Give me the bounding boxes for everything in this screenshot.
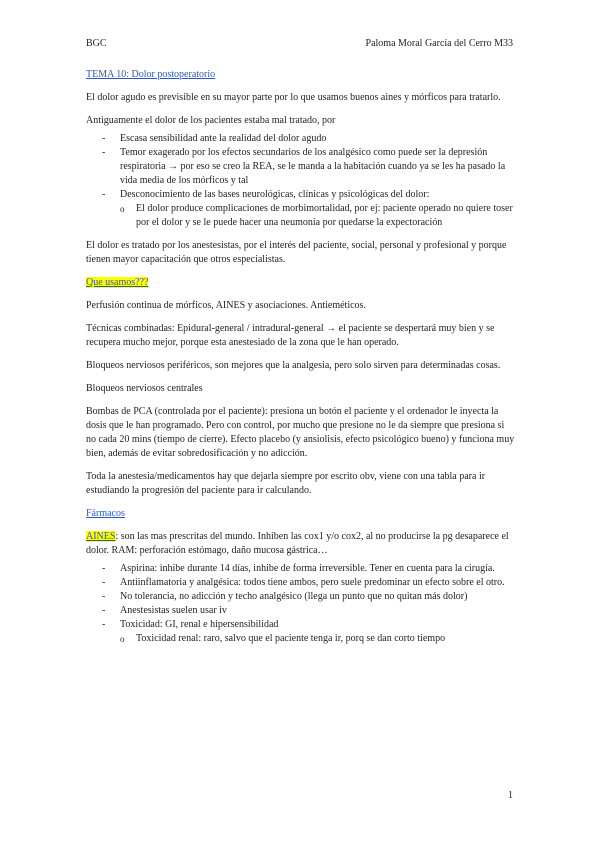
section-heading-farmacos: Fármacos bbox=[86, 508, 125, 519]
header-left: BGC bbox=[86, 38, 107, 49]
list-item: - Antiinflamatoria y analgésica: todos tiene ambos, pero suele predominar un efecto sobre el otro. bbox=[86, 576, 516, 590]
list-item-text: Toxicidad: GI, renal e hipersensibilidad bbox=[120, 619, 279, 630]
paragraph: El dolor es tratado por los anestesistas, por el interés del paciente, social, personal y profesional y porque tienen mayor capacitación que otros especialistas. bbox=[86, 240, 507, 265]
list-item bbox=[86, 618, 516, 646]
page-number: 1 bbox=[508, 790, 513, 801]
list-item: - Escasa sensibilidad ante la realidad del dolor agudo bbox=[86, 132, 516, 146]
aines-text: : son las mas prescritas del mundo. Inhiben las cox1 y/o cox2, al no producirse la pg desaparece el dolor. RAM: perforación estómago, daño mucosa gástrica… bbox=[86, 531, 509, 556]
paragraph: El dolor agudo es previsible en su mayor parte por lo que usamos buenos aines y mórficos para tratarlo. bbox=[86, 92, 501, 103]
list-item bbox=[86, 188, 516, 230]
section-heading-tema10: TEMA 10: Dolor postoperatorio bbox=[86, 69, 216, 80]
paragraph: Antiguamente el dolor de los pacientes estaba mal tratado, por bbox=[86, 115, 336, 126]
section-heading-que-usamos bbox=[86, 276, 516, 290]
header-right: Paloma Moral García del Cerro M33 bbox=[365, 38, 513, 49]
document-body bbox=[86, 68, 516, 655]
paragraph: Bloqueos nerviosos periféricos, son mejores que la analgesia, pero solo sirven para determinadas cosas. bbox=[86, 360, 501, 371]
sub-list-item: o Toxicidad renal: raro, salvo que el paciente tenga ir, porq se dan corto tiempo bbox=[120, 632, 516, 646]
paragraph: Bombas de PCA (controlada por el paciente): presiona un botón el paciente y el ordenador le inyecta la dosis que le han programado. Pero con control, por mucho que presione no le da siempre que presiona si no cada 20 mins (tiempo de cierre). Efecto placebo (y ansiolisis, efecto psicológico bueno) y funciona muy bien, además de evitar sobredosificación y no adicción. bbox=[86, 406, 515, 459]
bullet-list bbox=[86, 562, 516, 646]
paragraph: Toda la anestesia/medicamentos hay que dejarla siempre por escrito obv, viene con una tabla para ir estudiando la progresión del paciente para ir calculando. bbox=[86, 471, 486, 496]
aines-label: AINES bbox=[86, 531, 116, 542]
sub-list-item: o El dolor produce complicaciones de morbimortalidad, por ej: paciente operado no quiere toser por el dolor y se le puede hacer una neumonía por quedarse la expectoración bbox=[120, 202, 516, 230]
paragraph-aines bbox=[86, 530, 516, 558]
paragraph: Bloqueos nerviosos centrales bbox=[86, 383, 203, 394]
sub-list bbox=[120, 632, 516, 646]
list-item: - Aspirina: inhibe durante 14 días, inhibe de forma irreversible. Tener en cuenta para la cirugía. bbox=[86, 562, 516, 576]
list-item: - Temor exagerado por los efectos secundarios de los analgésico como puede ser la depresión respiratoria → por eso se creo la REA, se le manda a la habitación cuando ya se les ha pasado la vida media de los mórficos y tal bbox=[86, 146, 516, 188]
list-item: - No tolerancia, no adicción y techo analgésico (llega un punto que no quitan más dolor) bbox=[86, 590, 516, 604]
sub-list bbox=[120, 202, 516, 230]
bullet-list bbox=[86, 132, 516, 230]
highlighted-heading: Que usamos??? bbox=[86, 277, 149, 288]
paragraph: Perfusión continua de mórficos, AINES y asociaciones. Antieméticos. bbox=[86, 300, 366, 311]
list-item: - Anestesistas suelen usar iv bbox=[86, 604, 516, 618]
paragraph: Técnicas combinadas: Epidural-general / intradural-general → el paciente se despertará muy bien y se recupera mucho mejor, porque esta anestesiado de la zona que le han operado. bbox=[86, 323, 495, 348]
list-item-text: Desconocimiento de las bases neurológicas, clínicas y psicológicas del dolor: bbox=[120, 189, 430, 200]
